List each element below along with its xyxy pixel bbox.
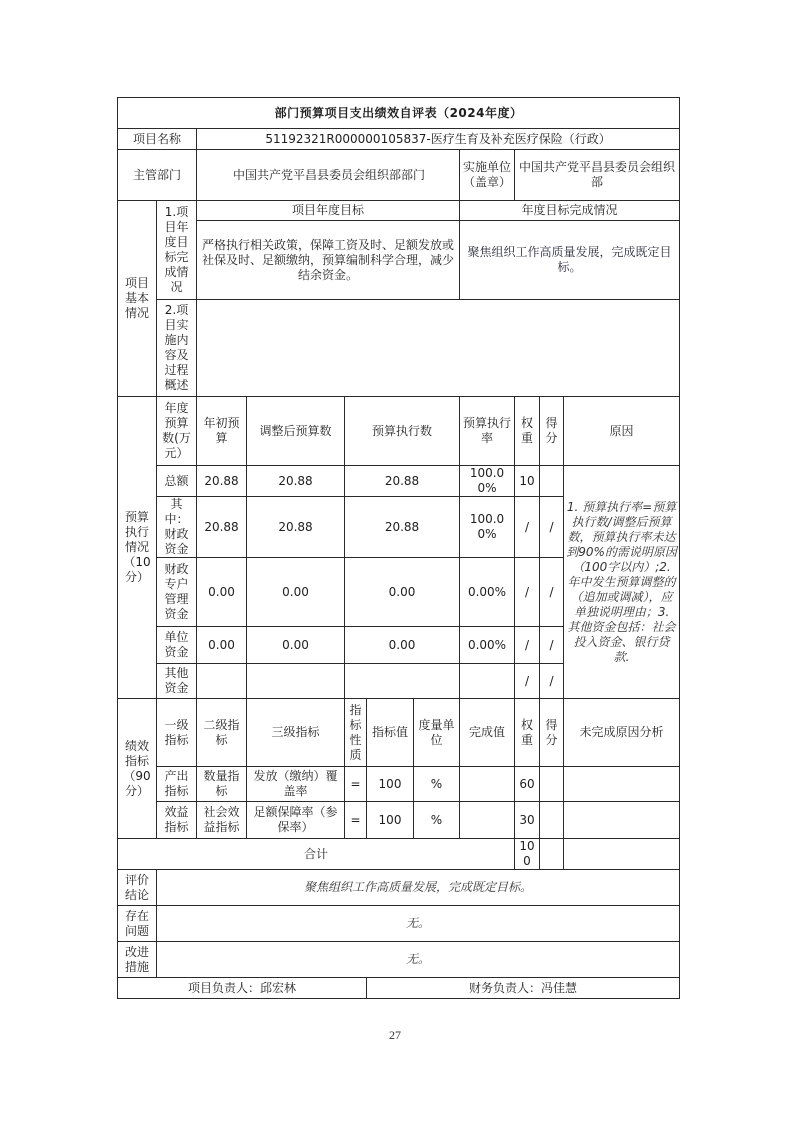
perf-unit: % — [414, 767, 460, 802]
budget-weight: / — [515, 627, 540, 664]
perf-nature: = — [345, 767, 367, 802]
problem-text: 无。 — [157, 906, 680, 942]
perf-actual — [460, 802, 515, 839]
perf-level3: 足额保障率（参保率） — [247, 802, 345, 839]
budget-executed — [345, 664, 460, 699]
perf-header-target: 指标值 — [367, 699, 414, 767]
goal-text: 严格执行相关政策，保障工资及时、足额发放或社保及时、足额缴纳，预算编制科学合理，减少结余资金。 — [197, 221, 460, 300]
budget-executed: 20.88 — [345, 466, 460, 497]
project-lead: 项目负责人：邱宏林 — [118, 978, 367, 999]
perf-analysis — [564, 767, 680, 802]
page-number: 27 — [389, 1028, 401, 1042]
budget-initial: 20.88 — [197, 466, 247, 497]
goal-label: 1.项目年度目标完成情况 — [157, 201, 197, 300]
perf-header-level1: 一级指标 — [157, 699, 197, 767]
budget-header-reason: 原因 — [564, 397, 680, 466]
completion-text: 聚焦组织工作高质量发展，完成既定目标。 — [460, 221, 680, 300]
impl-text — [197, 300, 680, 397]
budget-section-label: 预算执行情况（10分） — [118, 397, 157, 699]
perf-score — [540, 802, 564, 839]
perf-nature: = — [345, 802, 367, 839]
perf-analysis — [564, 802, 680, 839]
total-label: 合计 — [118, 839, 515, 870]
impl-label: 2.项目实施内容及过程概述 — [157, 300, 197, 397]
improve-label: 改进措施 — [118, 942, 157, 978]
budget-row-label: 其中：财政资金 — [157, 497, 197, 558]
budget-executed: 0.00 — [345, 627, 460, 664]
perf-unit: % — [414, 802, 460, 839]
budget-weight: / — [515, 497, 540, 558]
budget-executed: 20.88 — [345, 497, 460, 558]
budget-adjusted: 20.88 — [247, 497, 345, 558]
budget-adjusted: 20.88 — [247, 466, 345, 497]
perf-level2: 社会效益指标 — [197, 802, 247, 839]
form-title: 部门预算项目支出绩效自评表（2024年度） — [118, 98, 680, 129]
completion-header: 年度目标完成情况 — [460, 201, 680, 221]
goal-header: 项目年度目标 — [197, 201, 460, 221]
budget-score: / — [540, 497, 564, 558]
budget-initial — [197, 664, 247, 699]
project-name-value: 51192321R000000105837-医疗生育及补充医疗保险（行政） — [197, 129, 680, 150]
perf-weight: 60 — [515, 767, 540, 802]
perf-level1: 产出指标 — [157, 767, 197, 802]
budget-weight: / — [515, 664, 540, 699]
dept-value: 中国共产党平昌县委员会组织部部门 — [197, 150, 460, 201]
total-score — [540, 839, 564, 870]
perf-score — [540, 767, 564, 802]
budget-header-executed: 预算执行数 — [345, 397, 460, 466]
perf-header-score: 得分 — [540, 699, 564, 767]
perf-weight: 30 — [515, 802, 540, 839]
perf-header-actual: 完成值 — [460, 699, 515, 767]
budget-header-weight: 权重 — [515, 397, 540, 466]
budget-score — [540, 466, 564, 497]
budget-weight: 10 — [515, 466, 540, 497]
budget-row-label: 单位资金 — [157, 627, 197, 664]
perf-header-analysis: 未完成原因分析 — [564, 699, 680, 767]
budget-row — [118, 466, 680, 497]
perf-row — [118, 802, 680, 839]
perf-header-weight: 权重 — [515, 699, 540, 767]
project-name-label: 项目名称 — [118, 129, 197, 150]
perf-level1: 效益指标 — [157, 802, 197, 839]
budget-executed: 0.00 — [345, 558, 460, 627]
budget-rate — [460, 664, 515, 699]
perf-header-level2: 二级指标 — [197, 699, 247, 767]
improve-text: 无。 — [157, 942, 680, 978]
budget-adjusted — [247, 664, 345, 699]
budget-score: / — [540, 627, 564, 664]
budget-header-rate: 预算执行率 — [460, 397, 515, 466]
budget-header-annual: 年度预算数(万元） — [157, 397, 197, 466]
budget-row-label: 其他资金 — [157, 664, 197, 699]
budget-rate: 100.00% — [460, 497, 515, 558]
problem-label: 存在问题 — [118, 906, 157, 942]
eval-text: 聚焦组织工作高质量发展，完成既定目标。 — [157, 870, 680, 906]
budget-initial: 0.00 — [197, 627, 247, 664]
dept-label: 主管部门 — [118, 150, 197, 201]
perf-header-level3: 三级指标 — [247, 699, 345, 767]
finance-lead: 财务负责人：冯佳慧 — [367, 978, 680, 999]
perf-target: 100 — [367, 767, 414, 802]
budget-rate: 0.00% — [460, 627, 515, 664]
budget-adjusted: 0.00 — [247, 558, 345, 627]
self-evaluation-form — [117, 97, 680, 999]
budget-header-initial: 年初预算 — [197, 397, 247, 466]
total-analysis — [564, 839, 680, 870]
basic-section-label: 项目基本情况 — [118, 201, 157, 397]
budget-rate: 100.00% — [460, 466, 515, 497]
budget-header-score: 得分 — [540, 397, 564, 466]
budget-rate: 0.00% — [460, 558, 515, 627]
perf-header-nature: 指标性质 — [345, 699, 367, 767]
perf-level3: 发放（缴纳）覆盖率 — [247, 767, 345, 802]
perf-actual — [460, 767, 515, 802]
perf-header-unit: 度量单位 — [414, 699, 460, 767]
budget-row-label: 财政专户管理资金 — [157, 558, 197, 627]
budget-reason-note: 1. 预算执行率=预算执行数/调整后预算数，预算执行率未达到90%的需说明原因（100字以内）;2. 年中发生预算调整的（追加或调减），应单独说明理由；3. 其他资金包括：社会投入资金、银行贷款. — [564, 466, 680, 699]
budget-weight: / — [515, 558, 540, 627]
budget-header-adjusted: 调整后预算数 — [247, 397, 345, 466]
budget-initial: 20.88 — [197, 497, 247, 558]
perf-level2: 数量指标 — [197, 767, 247, 802]
budget-score: / — [540, 664, 564, 699]
total-weight: 100 — [515, 839, 540, 870]
budget-score: / — [540, 558, 564, 627]
budget-row-label: 总额 — [157, 466, 197, 497]
budget-adjusted: 0.00 — [247, 627, 345, 664]
budget-initial: 0.00 — [197, 558, 247, 627]
performance-section-label: 绩效指标（90分） — [118, 699, 157, 839]
perf-target: 100 — [367, 802, 414, 839]
eval-label: 评价结论 — [118, 870, 157, 906]
unit-label: 实施单位 （盖章） — [460, 150, 515, 201]
unit-value: 中国共产党平昌县委员会组织部 — [515, 150, 680, 201]
perf-row — [118, 767, 680, 802]
